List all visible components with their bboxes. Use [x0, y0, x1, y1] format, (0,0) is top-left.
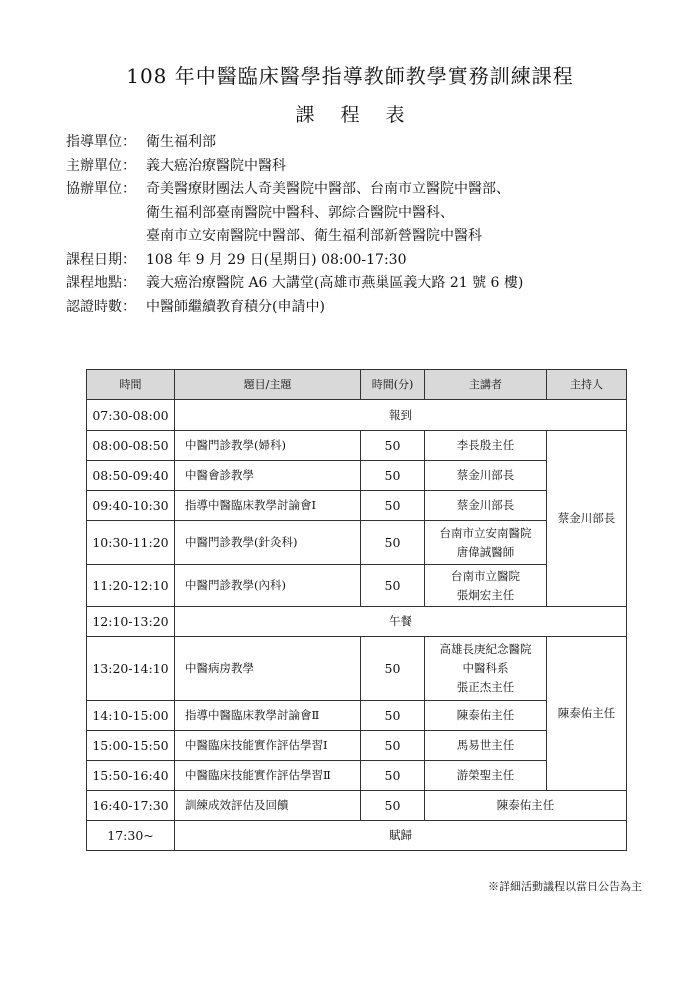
speaker-cell	[425, 521, 547, 565]
span-cell: 報到	[175, 400, 627, 431]
credit-row	[66, 296, 523, 320]
span-cell: 午餐	[175, 607, 627, 637]
time-cell: 17:30~	[87, 821, 175, 851]
schedule-table	[86, 369, 627, 851]
host-cell: 陳泰佑主任	[547, 637, 627, 791]
minutes-cell: 50	[361, 491, 425, 521]
footnote: ※詳細活動議程以當日公告為主	[488, 880, 642, 893]
minutes-cell: 50	[361, 761, 425, 791]
topic-cell: 中醫門診教學(內科)	[175, 565, 361, 607]
time-cell: 09:40-10:30	[87, 491, 175, 521]
host-unit-row	[66, 155, 523, 179]
time-cell: 16:40-17:30	[87, 791, 175, 821]
guide-unit-row	[66, 131, 523, 155]
minutes-cell: 50	[361, 731, 425, 761]
topic-cell: 中醫臨床技能實作評估學習Ⅱ	[175, 761, 361, 791]
topic-cell: 指導中醫臨床教學討論會Ⅰ	[175, 491, 361, 521]
host-cell: 蔡金川部長	[547, 431, 627, 607]
header-host: 主持人	[547, 370, 627, 400]
table-row	[87, 491, 627, 521]
time-cell: 15:50-16:40	[87, 761, 175, 791]
speaker-cell	[425, 565, 547, 607]
speaker-line: 高雄長庚紀念醫院	[439, 642, 532, 656]
course-place-row	[66, 272, 523, 296]
course-place-value: 義大癌治療醫院 A6 大講堂(高雄市燕巢區義大路 21 號 6 樓)	[146, 275, 524, 291]
speaker-line: 唐偉誠醫師	[456, 544, 515, 559]
time-cell: 13:20-14:10	[87, 637, 175, 701]
course-date-label: 課程日期：	[66, 251, 136, 268]
speaker-line: 陳泰佑主任	[456, 708, 515, 722]
speaker-line: 蔡金川部長	[456, 498, 515, 512]
minutes-cell: 50	[361, 461, 425, 491]
speaker-cell	[425, 491, 547, 521]
table-row	[87, 431, 627, 461]
topic-cell: 中醫病房教學	[175, 637, 361, 701]
topic-cell: 訓練成效評估及回饋	[175, 791, 361, 821]
topic-cell: 中醫門診教學(針灸科)	[175, 521, 361, 565]
course-date-value: 108 年 9 月 29 日(星期日) 08:00-17:30	[146, 251, 407, 268]
topic-cell: 中醫臨床技能實作評估學習Ⅰ	[175, 731, 361, 761]
co-host-unit-row	[66, 178, 523, 249]
document-subtitle: 課程表	[295, 104, 431, 126]
time-cell: 08:00-08:50	[87, 431, 175, 461]
time-cell: 10:30-11:20	[87, 521, 175, 565]
table-row	[87, 565, 627, 607]
table-row	[87, 731, 627, 761]
co-host-unit-value: 奇美醫療財團法人奇美醫院中醫部、台南市立醫院中醫部、	[146, 181, 510, 197]
span-cell: 賦歸	[175, 821, 627, 851]
host-unit-value: 義大癌治療醫院中醫科	[146, 157, 286, 174]
course-info	[66, 131, 523, 319]
speaker-cell	[425, 761, 547, 791]
time-cell: 11:20-12:10	[87, 565, 175, 607]
speaker-line: 張炯宏主任	[456, 587, 515, 602]
speaker-line: 台南市立安南醫院	[439, 525, 532, 540]
table-header-row	[87, 370, 627, 400]
header-speaker: 主講者	[425, 370, 547, 400]
table-row	[87, 791, 627, 821]
speaker-cell	[425, 731, 547, 761]
table-row	[87, 821, 627, 851]
speaker-line: 台南市立醫院	[451, 568, 520, 583]
host-unit-label: 主辦單位：	[66, 157, 136, 174]
time-cell: 14:10-15:00	[87, 701, 175, 731]
time-cell: 08:50-09:40	[87, 461, 175, 491]
speaker-cell	[425, 701, 547, 731]
topic-cell: 指導中醫臨床教學討論會Ⅱ	[175, 701, 361, 731]
minutes-cell: 50	[361, 565, 425, 607]
time-cell: 12:10-13:20	[87, 607, 175, 637]
topic-cell: 中醫門診教學(婦科)	[175, 431, 361, 461]
speaker-line: 中醫科系	[462, 661, 509, 675]
minutes-cell: 50	[361, 521, 425, 565]
table-row	[87, 607, 627, 637]
document-title: 108 年中醫臨床醫學指導教師教學實務訓練課程	[126, 64, 574, 88]
speaker-line: 張正杰主任	[456, 680, 515, 694]
minutes-cell: 50	[361, 791, 425, 821]
minutes-cell: 50	[361, 637, 425, 701]
table-row	[87, 400, 627, 431]
header-minutes: 時間(分)	[361, 370, 425, 400]
course-date-row	[66, 249, 523, 273]
time-cell: 07:30-08:00	[87, 400, 175, 431]
speaker-line: 游榮聖主任	[456, 768, 515, 782]
co-host-unit-value: 衛生福利部臺南醫院中醫科、郭綜合醫院中醫科、	[146, 204, 454, 221]
co-host-unit-label: 協辦單位：	[66, 181, 136, 197]
minutes-cell: 50	[361, 431, 425, 461]
credit-label: 認證時數：	[66, 298, 136, 315]
speaker-line: 馬易世主任	[456, 738, 515, 752]
table-row	[87, 701, 627, 731]
speaker-cell	[425, 637, 547, 701]
co-host-unit-value: 臺南市立安南醫院中醫部、衛生福利部新營醫院中醫科	[146, 228, 482, 244]
speaker-line: 李長殷主任	[456, 438, 515, 452]
course-place-label: 課程地點：	[66, 275, 136, 291]
credit-value: 中醫師繼續教育積分(申請中)	[146, 298, 325, 315]
table-row	[87, 521, 627, 565]
guide-unit-value: 衛生福利部	[146, 134, 216, 150]
minutes-cell: 50	[361, 701, 425, 731]
guide-unit-label: 指導單位：	[66, 134, 136, 150]
topic-cell: 中醫會診教學	[175, 461, 361, 491]
header-topic: 題目/主題	[175, 370, 361, 400]
speaker-cell	[425, 461, 547, 491]
time-cell: 15:00-15:50	[87, 731, 175, 761]
table-row	[87, 461, 627, 491]
table-row	[87, 761, 627, 791]
speaker-cell	[425, 431, 547, 461]
header-time: 時間	[87, 370, 175, 400]
speaker-cell: 陳泰佑主任	[425, 791, 627, 821]
speaker-line: 蔡金川部長	[456, 468, 515, 482]
table-row	[87, 637, 627, 701]
